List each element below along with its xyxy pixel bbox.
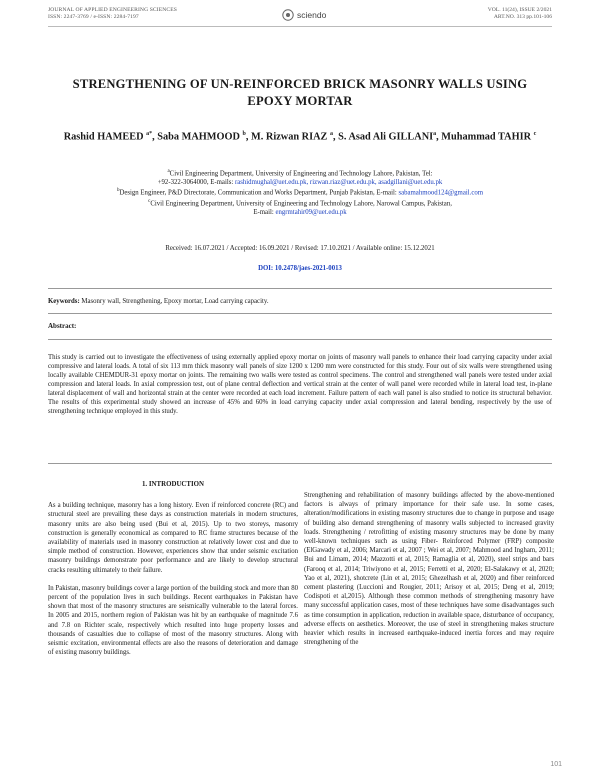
author-1: Rashid HAMEED bbox=[63, 131, 144, 143]
left-column bbox=[48, 480, 298, 666]
volume-issue: VOL. 11(24), ISSUE 2/2021 bbox=[487, 7, 552, 13]
author-2-affil: b bbox=[242, 131, 246, 137]
title-line-1: STRENGTHENING OF UN-REINFORCED BRICK MASONRY WALLS USING bbox=[72, 77, 528, 91]
issue-info bbox=[488, 7, 552, 21]
journal-header bbox=[48, 7, 177, 21]
keywords-bottom-divider bbox=[48, 313, 552, 314]
author-5-affil: c bbox=[533, 131, 537, 137]
abstract-bottom-divider bbox=[48, 463, 552, 464]
paper-title bbox=[48, 76, 552, 110]
abstract-divider bbox=[48, 339, 552, 340]
keywords-text: Masonry wall, Strengthening, Epoxy mortar, Load carrying capacity. bbox=[81, 298, 269, 305]
page-number: 101 bbox=[550, 761, 562, 768]
keywords-label: Keywords: bbox=[48, 298, 80, 305]
author-2: Saba MAHMOOD bbox=[157, 131, 240, 143]
doi-link[interactable]: DOI: 10.2478/jaes-2021-0013 bbox=[258, 265, 342, 272]
paragraph: In Pakistan, masonry buildings cover a large portion of the building stock and more than 80 percent of the population lives in such buildings. Recent earthquakes in Pakistan have shown that most of the masonry structures are seismically vulnerable to the lateral forces. In 2005 and 2015, northern region of Pakistan was hit by an earthquake of magnitude 7.6 and 7.8 on Richter scale, respectively which resulted into huge property losses and thousands of casualties due to collapse of most of the masonry structures. Along with seismic excitation, environmental effects are also the reasons of deterioration and damage of existing masonry buildings. bbox=[48, 584, 298, 657]
author-list: Rashid HAMEED $^{a*}$, Saba MAHMOOD $^b$, M. Rizwan RIAZ $^a$, S. Asad Ali GILLANI$^a$, Muhammad TAHIR $^c$ bbox=[63, 131, 537, 143]
affiliations bbox=[60, 168, 540, 218]
keywords bbox=[48, 298, 269, 305]
affil-b-mark: b bbox=[116, 188, 120, 194]
publisher-logo bbox=[282, 9, 326, 21]
author-3-affil: a bbox=[329, 131, 333, 137]
journal-name: JOURNAL OF APPLIED ENGINEERING SCIENCES bbox=[48, 7, 177, 13]
author-1-affil: a* bbox=[146, 131, 153, 137]
affil-c-label: E-mail: bbox=[253, 209, 274, 217]
affil-b-email[interactable]: sabamahmood124@gmail.com bbox=[398, 189, 484, 197]
affil-a-text: Civil Engineering Department, University of Engineering and Technology Lahore, Pakistan, Tel: bbox=[169, 170, 433, 178]
author-4: S. Asad Ali GILLANI bbox=[338, 131, 434, 143]
author-4-affil: a bbox=[433, 131, 437, 137]
paragraph: Strengthening and rehabilitation of masonry buildings affected by the above-mentioned factors is always of primary importance for their safe use. In some cases, alteration/modifications in existing masonry structures due to change in purpose and usage of building also demand strengthening of masonry walls subjected to increased gravity loads. Strengthening / retrofitting of existing masonry structures may be done by many well-known techniques such as using Fiber- Reinforced Polymer (FRP) composite (ElGawady et al, 2006; Marcari et al, 2007 ; Wei et al, 2007; Mahmood and Ingham, 2011; Bui and Limam, 2014; Mazzotti et al, 2015; Ramaglia et al, 2020), steel strips and bars (Farooq et al, 2014; Triwiyono et al, 2015; Ferretti et al, 2020; El-Salakawy et al, 2020; Yao et al, 2021), shotcrete (Lin et al, 2015; Ghezelhash et al, 2020) and fiber reinforced cement plastering (Luccioni and Rougier, 2011; Arisoy et al, 2015; Deng et al, 2019; Codispoti et al,2015). Although these common methods of strengthening masonry have many successful application cases, most of these techniques have some disadvantages such as time consumption in application, reduction in available space, disturbance of occupancy, adverse effects on aesthetics. Moreover, the use of steel in strengthening makes structure heavier which results in increased earthquake-induced inertia forces and may require strengthening of the bbox=[304, 492, 554, 647]
paragraph: As a building technique, masonry has a long history. Even if reinforced concrete (RC) and structural steel are prevailing these days as construction materials in modern structures, masonry units are also being used (Bui et al, 2015). Up to two storeys, masonry construction is generally economical as compared to RC frame structures because of the availability of materials used in masonry construction at relatively lower cost and due to simple method of construction. However, experiences show that under seismic excitation masonry buildings demonstrate poor performance and are likely to develop structural cracks resulting ultimately to their failure. bbox=[48, 502, 298, 574]
article-number: ART.NO. 313 pp.101-106 bbox=[493, 14, 552, 21]
author-3: M. Rizwan RIAZ bbox=[251, 131, 328, 143]
affil-c-mark: c bbox=[148, 199, 151, 205]
affil-c-email[interactable]: engrmtahir09@uet.edu.pk bbox=[275, 209, 347, 217]
header-divider bbox=[48, 26, 552, 27]
affil-a-tel: +92-322-3064000, E-mails: bbox=[157, 178, 234, 186]
keywords-top-divider bbox=[48, 288, 552, 289]
abstract-text: This study is carried out to investigate the effectiveness of using externally applied epoxy mortar on joints of masonry wall panels to enhance their load carrying capacity under axial compressive and lateral loads. A total of six 113 mm thick masonry wall panels of size 1200 x 1200 mm were constructed for this study. Four out of six walls were strengthened using locally available CHEMDUR-31 epoxy mortar on joints. The remaining two walls were tested as control specimens. The control and strengthened wall panels were tested under axial compression and lateral loads. In axial compression test, out of plane central deflection and vertical strain at the center of wall panel were recorded while in lateral load test, in-plane lateral displacement of wall and horizontal strain at the center were recorded at each load increment. Failure pattern of each wall panel is also studied to notice its structural behavior. The results of this experimental study showed an increase of 45% and 60% in load carrying capacity under axial compression and lateral bending, respectively by the use of strengthening technique employed in this study. bbox=[48, 354, 552, 415]
affil-a-emails[interactable]: rashidmughal@uet.edu.pk, rizwan.riaz@uet.edu.pk, asadgillani@uet.edu.pk bbox=[234, 178, 443, 186]
journal-issn: ISSN: 2247-3769 / e-ISSN: 2284-7197 bbox=[48, 14, 139, 21]
right-column bbox=[304, 491, 554, 656]
affil-c-text: Civil Engineering Department, University of Engineering and Technology Lahore, Narowal Campus, Pakistan, bbox=[150, 200, 452, 208]
sciendo-logo-icon bbox=[282, 9, 294, 21]
affil-b-text: Design Engineer, P&D Directorate, Communication and Works Department, Punjab Pakistan, E-mail: bbox=[119, 189, 397, 197]
article-dates: Received: 16.07.2021 / Accepted: 16.09.2021 / Revised: 17.10.2021 / Available online: 15.12.2021 bbox=[165, 245, 435, 252]
section-heading-introduction: 1. INTRODUCTION bbox=[141, 481, 205, 488]
author-5: Muhammad TAHIR bbox=[441, 131, 532, 143]
affil-a-mark: a bbox=[167, 169, 170, 174]
logo-text: sciendo bbox=[297, 10, 327, 20]
title-line-2: EPOXY MORTAR bbox=[247, 94, 353, 108]
abstract-heading: Abstract: bbox=[48, 322, 77, 330]
